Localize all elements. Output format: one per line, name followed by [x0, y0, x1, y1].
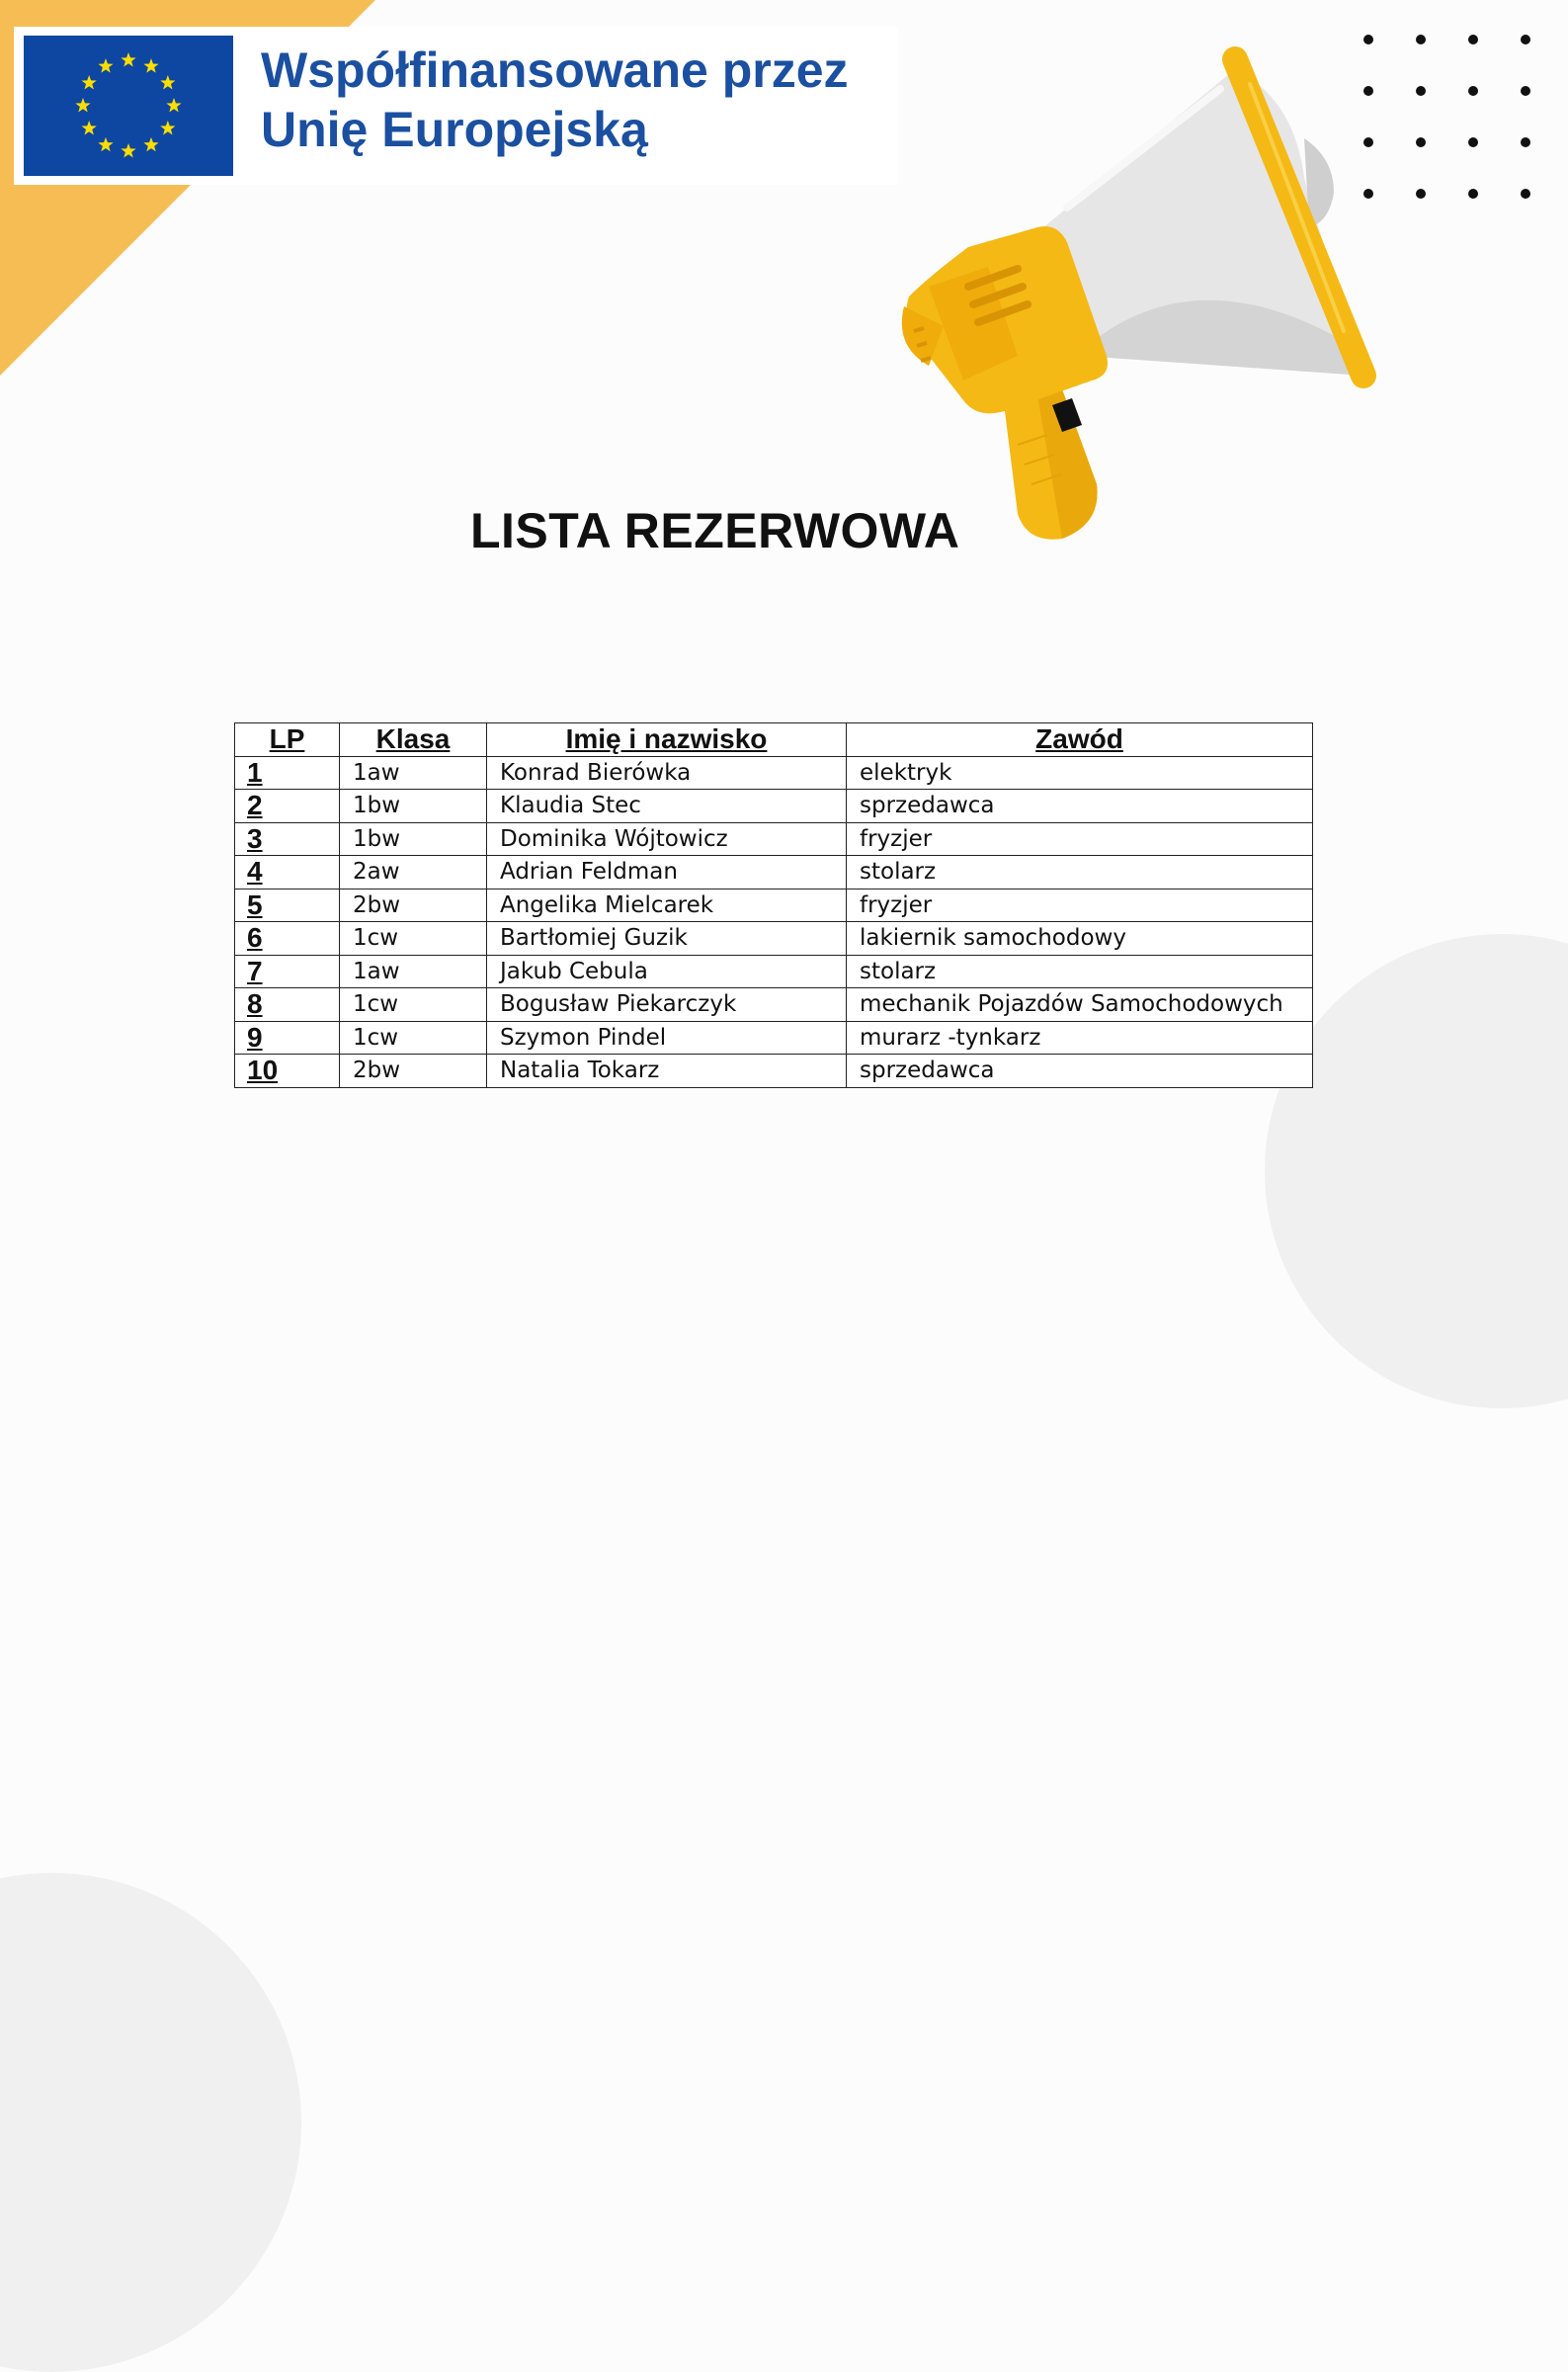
- eu-star: [98, 137, 113, 151]
- table-row: [235, 922, 1313, 956]
- cell-lp: 4: [235, 856, 340, 890]
- cell-imie-nazwisko: Klaudia Stec: [487, 790, 847, 823]
- cell-zawod: stolarz: [847, 955, 1313, 988]
- eu-logo-line2: Unię Europejską: [261, 102, 648, 157]
- cell-klasa: 1bw: [340, 822, 487, 856]
- eu-star: [143, 58, 158, 72]
- table-row: [235, 1021, 1313, 1055]
- eu-star: [160, 121, 175, 134]
- cell-lp: 8: [235, 988, 340, 1022]
- page-title: LISTA REZERWOWA: [470, 503, 960, 558]
- dot: [1416, 86, 1426, 96]
- cell-imie-nazwisko: Szymon Pindel: [487, 1021, 847, 1055]
- cell-zawod: fryzjer: [847, 889, 1313, 922]
- cell-klasa: 1aw: [340, 955, 487, 988]
- cell-zawod: sprzedawca: [847, 1055, 1313, 1088]
- eu-logo-text: [261, 41, 849, 159]
- table-row: [235, 1055, 1313, 1088]
- eu-star: [160, 75, 175, 89]
- eu-star: [143, 137, 158, 151]
- column-header-klasa: Klasa: [340, 723, 487, 757]
- eu-star: [75, 98, 90, 112]
- dot: [1468, 137, 1478, 147]
- cell-zawod: lakiernik samochodowy: [847, 922, 1313, 956]
- cell-lp: 5: [235, 889, 340, 922]
- cell-zawod: stolarz: [847, 856, 1313, 890]
- megaphone-icon: [869, 30, 1383, 553]
- dot: [1521, 35, 1530, 44]
- table-row: [235, 889, 1313, 922]
- eu-flag-icon: [24, 36, 233, 176]
- cell-zawod: murarz -tynkarz: [847, 1021, 1313, 1055]
- cell-zawod: sprzedawca: [847, 790, 1313, 823]
- cell-imie-nazwisko: Bogusław Piekarczyk: [487, 988, 847, 1022]
- column-header-lp: LP: [235, 723, 340, 757]
- cell-imie-nazwisko: Jakub Cebula: [487, 955, 847, 988]
- cell-imie-nazwisko: Konrad Bierówka: [487, 756, 847, 790]
- column-header-imie-nazwisko: Imię i nazwisko: [487, 723, 847, 757]
- eu-star: [98, 58, 113, 72]
- cell-lp: 7: [235, 955, 340, 988]
- cell-klasa: 2aw: [340, 856, 487, 890]
- dot: [1416, 189, 1426, 199]
- eu-logo-line1: Współfinansowane przez: [261, 42, 849, 98]
- table-row: [235, 756, 1313, 790]
- eu-star: [82, 75, 97, 89]
- table-row: [235, 822, 1313, 856]
- dot: [1521, 86, 1530, 96]
- cell-zawod: elektryk: [847, 756, 1313, 790]
- dot: [1468, 86, 1478, 96]
- table-row: [235, 790, 1313, 823]
- cell-klasa: 1cw: [340, 988, 487, 1022]
- table-header-row: [235, 723, 1313, 757]
- cell-klasa: 1aw: [340, 756, 487, 790]
- eu-star: [121, 143, 135, 157]
- cell-imie-nazwisko: Adrian Feldman: [487, 856, 847, 890]
- cell-imie-nazwisko: Dominika Wójtowicz: [487, 822, 847, 856]
- cell-lp: 3: [235, 822, 340, 856]
- cell-imie-nazwisko: Bartłomiej Guzik: [487, 922, 847, 956]
- dot: [1416, 35, 1426, 44]
- dot-grid-decoration: [1363, 35, 1551, 212]
- cell-lp: 2: [235, 790, 340, 823]
- dot: [1416, 137, 1426, 147]
- cell-klasa: 1cw: [340, 1021, 487, 1055]
- cell-lp: 1: [235, 756, 340, 790]
- reserve-list-table: [234, 722, 1313, 1088]
- cell-lp: 6: [235, 922, 340, 956]
- eu-star: [166, 98, 181, 112]
- cell-zawod: mechanik Pojazdów Samochodowych: [847, 988, 1313, 1022]
- column-header-zawod: Zawód: [847, 723, 1313, 757]
- table-row: [235, 988, 1313, 1022]
- cell-klasa: 2bw: [340, 1055, 487, 1088]
- cell-zawod: fryzjer: [847, 822, 1313, 856]
- dot: [1521, 137, 1530, 147]
- eu-cofinancing-logo: [14, 27, 898, 185]
- cell-klasa: 2bw: [340, 889, 487, 922]
- dot: [1468, 189, 1478, 199]
- eu-star: [82, 121, 97, 134]
- cell-imie-nazwisko: Angelika Mielcarek: [487, 889, 847, 922]
- cell-lp: 10: [235, 1055, 340, 1088]
- table-row: [235, 955, 1313, 988]
- reserve-list-table-wrapper: [234, 722, 1313, 1088]
- cell-imie-nazwisko: Natalia Tokarz: [487, 1055, 847, 1088]
- dot: [1468, 35, 1478, 44]
- cell-lp: 9: [235, 1021, 340, 1055]
- cell-klasa: 1cw: [340, 922, 487, 956]
- dot: [1521, 189, 1530, 199]
- background-circle-bottom: [0, 1873, 301, 2372]
- table-row: [235, 856, 1313, 890]
- cell-klasa: 1bw: [340, 790, 487, 823]
- eu-star: [121, 52, 135, 66]
